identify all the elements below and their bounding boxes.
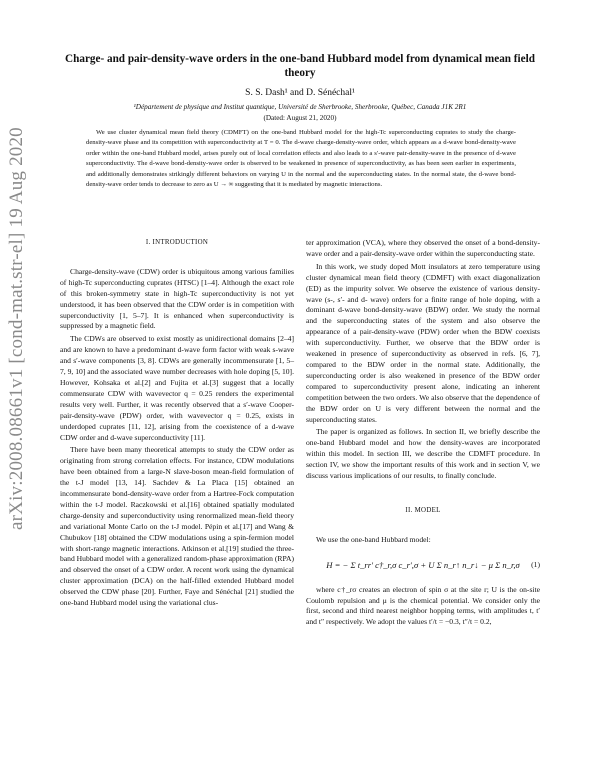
section-heading-model: II. MODEL — [405, 506, 441, 514]
equation-term-hopping: Σ t_rr′ c†_r,σ c_r′,σ — [350, 559, 419, 570]
paragraph: where c†_rσ creates an electron of spin σ at the site r; U is the on-site Coulomb repulsion and μ is the chemical potential. We consider only the first, second and third nearest neighbor hopping terms, with amplitudes t, t′ and t″ respectively. We adopt the values t′/t = −0.3, t″/t = 0.2, — [306, 584, 540, 627]
paragraph: Charge-density-wave (CDW) order is ubiquitous among various families of high-Tc superconducting cuprates (HTSC) [1–4]. Although the exact role of this broken-symmetry state in high-Tc superconductivity is not yet understood, it has been observed that the CDW order is in competition with superconductivity [1, 5–7]. It is enhanced when superconductivity is suppressed by a magnetic field. — [60, 266, 294, 331]
paragraph: The CDWs are observed to exist mostly as unidirectional domains [2–4] and are known to have a predominant d-wave form factor with weak s-wave and s′-wave components [3, 8]. CDWs are generally incommensurate [1, 5–7, 9, 10] and the associated wave number decreases with hole doping [5, 10]. However, Kohsaka et al.[2] and Fujita et al.[3] suggest that a locally commensurate CDW with wavevector q = 0.25 renders the experimental results very well. Further, it was recently observed that a s′-wave Cooper-pair-density-wave (PDW) order, with wavevector q = 0.25, exists in underdoped cuprates [11, 12], arising from the coexistence of a d-wave CDW order and d-wave superconductivity [11]. — [60, 334, 294, 442]
equation-term-chemical: Σ n_r,σ — [495, 559, 520, 570]
right-column — [306, 238, 540, 630]
equation-lhs: H = − — [326, 559, 349, 570]
equation-plus-u: + U — [420, 559, 435, 570]
paragraph: The paper is organized as follows. In section II, we briefly describe the one-band Hubbard model and how the density-waves are incorporated within this model. In section III, we describe the CDMFT procedure. In section IV, we show the important results of this work and in section V, we discuss various implications of our results, to finally conclude. — [306, 427, 540, 481]
equation-term-interaction: Σ n_r↑ n_r↓ — [436, 559, 479, 570]
equation-hamiltonian — [306, 560, 540, 571]
left-column — [60, 238, 294, 611]
authors: S. S. Dash¹ and D. Sénéchal¹ — [245, 88, 355, 98]
arxiv-identifier: arXiv:2008.08661v1 [cond-mat.str-el] 19 Aug 2020 — [6, 127, 27, 530]
paragraph: ter approximation (VCA), where they observed the onset of a bond-density-wave order and a pair-density-wave order within the superconducting state. — [306, 238, 540, 258]
affiliation: ¹Département de physique and Institut quantique, Université de Sherbrooke, Sherbrooke, Québec, Canada J1K 2R1 — [133, 103, 467, 111]
equation-minus-mu: − μ — [480, 559, 493, 570]
section-heading-introduction: I. INTRODUCTION — [145, 239, 209, 246]
paper-title: Charge- and pair-density-wave orders in the one-band Hubbard model from dynamical mean field theory — [65, 53, 535, 79]
abstract: We use cluster dynamical mean field theory (CDMFT) on the one-band Hubbard model for the high-Tc superconducting cuprates to study the charge-density-wave phase and its competition with superconductivity at T = 0. The d-wave charge-density-wave order, which appears as a d-wave bond-density-wave order within the one-band Hubbard model, arises purely out of local correlation effects and also leads to a s′-wave pair-density-wave in the presence of d-wave superconductivity. The d-wave bond-density-wave order is observed to be weakened in presence of superconductivity, as has been seen earlier in experiments, and additionally demonstrates strikingly different behaviors on varying U in the normal and the superconducting states. In the normal state, the d-wave bond-density-wave order tends to decrease to zero as U → ∞ suggesting that it is mediated by magnetic interactions. — [86, 129, 516, 189]
paragraph: We use the one-band Hubbard model: — [316, 534, 431, 544]
paragraph: There have been many theoretical attempts to study the CDW order as originating from strong correlation effects. For instance, CDW modulations have been obtained from a large-N slave-boson mean-field formulation of the t-J model [13, 14]. Sachdev & La Placa [15] obtained an incommensurate bond-density-wave order from a Hartree-Fock computation within the t-J model. Raczkowski et al.[16] obtained spatially modulated charge-density and superconductivity using renormalized mean-field theory and variational Monte Carlo on the t-J model. Pépin et al.[17] and Wang & Chubukov [18] obtained the CDW modulations using a spin-fermion model with short-range magnetic interactions. Atkinson et al.[19] studied the three-band Hubbard model with a generalized random-phase approximation (RPA) and observed the onset of a CDW order. A recent work using the dynamical cluster approximation (DCA) on the half-filled extended Hubbard model observed the CDW phase [20]. Further, Faye and Sénéchal [21] studied the one-band Hubbard model using the variational clus- — [60, 445, 294, 608]
paragraph: In this work, we study doped Mott insulators at zero temperature using cluster dynamical mean field theory (CDMFT) with exact diagonalization (ED) as the impurity solver. We observe the existence of various density-wave (s-, s′- and d- wave) orders for a finite range of hole doping, with a dominant d-wave bond-density-wave (BDW) order. We study the normal and the superconducting states of the system and also observe the appearance of a pair-density-wave (PDW) order when the BDW coexists with superconductivity. Further, we observe that the BDW order is weakened in presence of superconductivity as observed in refs. [6, 7], compared to the BDW order in the normal state. Additionally, the superconducting order is also weakened in presence of the BDW order compared to superconductivity present alone, indicating an inherent competition between the two orders. We also observe that the dependence of the BDW order on U is very different between the normal and the superconducting states. — [306, 261, 540, 424]
date-line: (Dated: August 21, 2020) — [263, 114, 337, 122]
equation-number: (1) — [531, 559, 540, 569]
